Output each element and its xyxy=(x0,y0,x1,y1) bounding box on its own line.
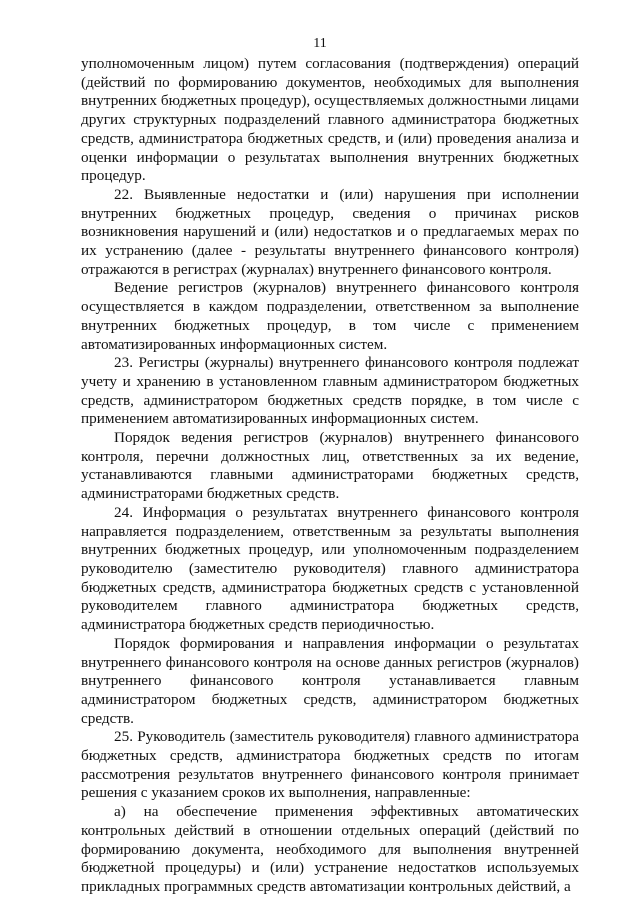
document-body xyxy=(81,55,579,897)
paragraph-clause-25: 25. Руководитель (заместитель руководителя) главного администратора бюджетных средств, администратора бюджетных средств по итогам рассмотрения результатов внутреннего финансового контроля принимает решения с указанием сроков их выполнения, направленные: xyxy=(81,728,579,802)
page-number: 11 xyxy=(313,36,327,51)
paragraph-registers-maintenance: Ведение регистров (журналов) внутреннего финансового контроля осуществляется в каждом подразделении, ответственном за выполнение внутренних бюджетных процедур, в том числе с применением автоматизированных информационных систем. xyxy=(81,279,579,353)
paragraph-clause-23: 23. Регистры (журналы) внутреннего финансового контроля подлежат учету и хранению в установленном главным администратором бюджетных средств, администратором бюджетных средств порядке, в том числе с применением автоматизированных информационных систем. xyxy=(81,354,579,428)
paragraph-clause-22: 22. Выявленные недостатки и (или) нарушения при исполнении внутренних бюджетных процедур, сведения о причинах рисков возникновения нарушений и (или) недостатков и о предлагаемых мерах по их устранению (далее - результаты внутреннего финансового контроля) отражаются в регистрах (журналах) внутреннего финансового контроля. xyxy=(81,185,579,278)
paragraph-continuation: уполномоченным лицом) путем согласования (подтверждения) операций (действий по формированию документов, необходимых для выполнения внутренних бюджетных процедур), осуществляемых должностными лицами других структурных подразделений главного администратора бюджетных средств, администратора бюджетных средств, и (или) проведения анализа и оценки информации о результатах выполнения внутренних бюджетных процедур. xyxy=(81,55,579,185)
paragraph-registers-procedure: Порядок ведения регистров (журналов) внутреннего финансового контроля, перечни должностных лиц, ответственных за их ведение, устанавливаются главными администраторами бюджетных средств, администраторами бюджетных средств. xyxy=(81,429,579,503)
paragraph-clause-24: 24. Информация о результатах внутреннего финансового контроля направляется подразделением, ответственным за результаты выполнения внутренних бюджетных процедур, или уполномоченным подразделением руководителю (заместителю руководителя) главного администратора бюджетных средств, администратора бюджетных средств с установленной руководителем главного администратора бюджетных средств, администратора бюджетных средств периодичностью. xyxy=(81,503,579,634)
paragraph-subclause-a: а) на обеспечение применения эффективных автоматических контрольных действий в отношении отдельных операций (действий по формированию документа, необходимого для выполнения внутренней бюджетной процедуры) и (или) устранение недостатков используемых прикладных программных средств автоматизации контрольных действий, а xyxy=(81,803,579,895)
paragraph-information-procedure: Порядок формирования и направления информации о результатах внутреннего финансового контроля на основе данных регистров (журналов) внутреннего финансового контроля устанавливается главным администратором бюджетных средств, администратором бюджетных средств. xyxy=(81,634,579,727)
